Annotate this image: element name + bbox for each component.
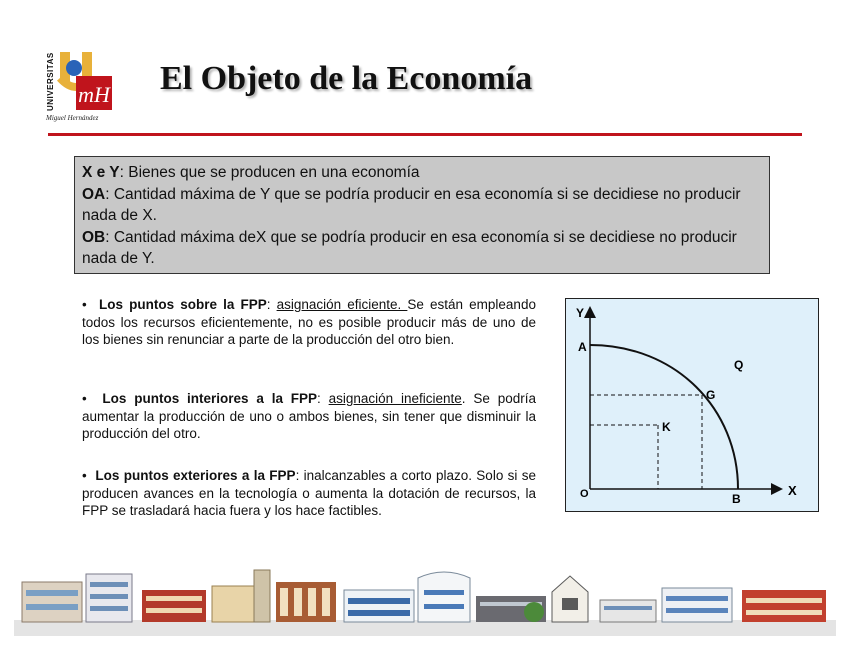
ppf-chart <box>565 298 819 512</box>
y-axis-label: Y <box>576 306 585 320</box>
page-title: El Objeto de la Economía <box>160 60 533 97</box>
point-sep: : <box>317 391 329 406</box>
definition-text: : Bienes que se producen en una economía <box>119 164 420 181</box>
logo-monogram: mH <box>78 82 110 107</box>
bullet: • <box>82 468 87 483</box>
definition-text: : Cantidad máxima deX que se podría producir en esa economía si se decidiese no producir nada de Y. <box>82 228 737 267</box>
logo-caption: Miguel Hernández <box>46 114 99 122</box>
definition-term: OA <box>82 185 106 203</box>
point-text: Se están empleando todos los recursos eficientemente, no es posible producir más de uno de los bienes sin renunciar a parte de la producción del otro bien. <box>82 297 536 347</box>
point-lead: Los puntos interiores a la FPP <box>102 391 318 406</box>
point-efficient <box>82 296 536 349</box>
definition-ob <box>82 227 762 270</box>
point-emphasis: asignación ineficiente <box>328 391 462 406</box>
logo-vertical-text: UNIVERSITAS <box>46 52 55 112</box>
x-axis-label: X <box>788 483 797 498</box>
origin-label: O <box>580 488 589 500</box>
definitions-box <box>74 156 770 274</box>
point-sep: : <box>266 297 277 312</box>
bullet: • <box>82 297 87 312</box>
definition-term: OB <box>82 228 106 246</box>
definition-term: X e Y <box>82 164 120 181</box>
point-text: . Se podría aumentar la producción de uno o ambos bienes, sin tener que disminuir la producción del otro. <box>82 391 536 441</box>
point-q-label: Q <box>734 358 744 372</box>
campus-skyline-banner <box>14 560 836 636</box>
logo-emblem-icon <box>46 48 126 114</box>
point-lead: Los puntos sobre la FPP <box>98 297 267 312</box>
point-emphasis: asignación eficiente. <box>276 297 408 312</box>
university-logo <box>46 48 126 128</box>
title-divider <box>48 133 802 136</box>
bullet: • <box>82 391 87 406</box>
definition-text: : Cantidad máxima de Y que se podría producir en esa economía si se decidiese no producir nada de X. <box>82 185 741 224</box>
point-inefficient <box>82 390 536 443</box>
point-lead: Los puntos exteriores a la FPP <box>95 468 296 483</box>
campus-buildings-icon <box>14 560 836 636</box>
point-text: inalcanzables a corto plazo. Solo si se producen avances en la tecnología o aumenta la dotación de recursos, la FPP se trasladará hacia fuera y los hace factibles. <box>82 468 536 518</box>
point-g-label: G <box>706 388 716 402</box>
ppf-chart-svg <box>566 299 818 511</box>
point-unattainable <box>82 467 536 520</box>
definition-oa <box>82 184 762 227</box>
point-k-label: K <box>662 420 671 434</box>
point-b-label: B <box>732 492 741 506</box>
point-a-label: A <box>578 340 587 354</box>
definition-xy <box>82 162 762 184</box>
point-sep: : <box>295 468 304 483</box>
ppf-curve <box>590 345 738 489</box>
